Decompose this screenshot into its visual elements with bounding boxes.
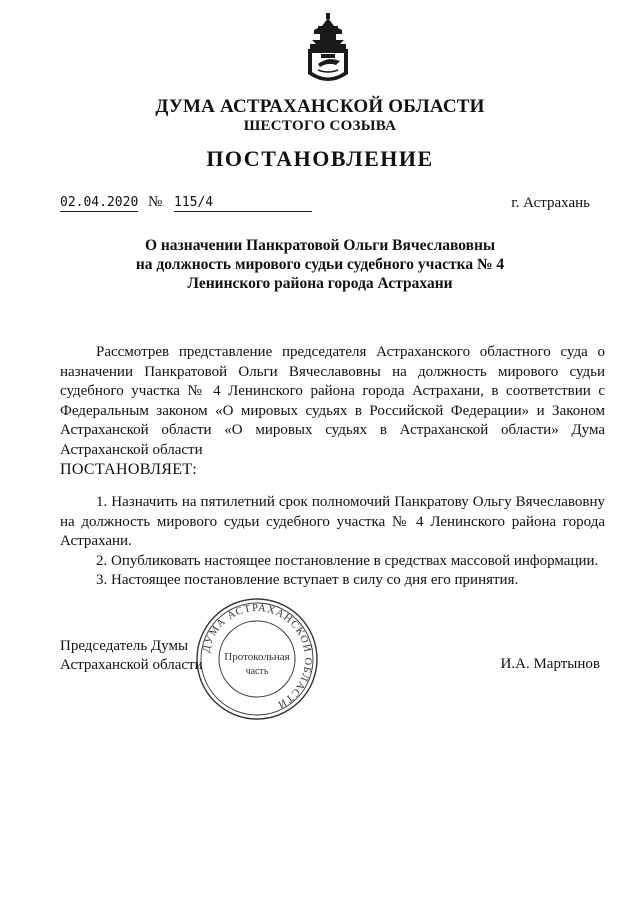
stamp-ring-text: ДУМА АСТРАХАНСКОЙ ОБЛАСТИ xyxy=(201,602,314,711)
city-label: г. Астрахань xyxy=(511,195,590,211)
signatory-name: И.А. Мартынов xyxy=(500,656,600,672)
signatory-title-line: Председатель Думы xyxy=(60,638,189,654)
preamble-paragraph: Рассмотрев представление председателя Астраханского областного суда о назначении Панкратовой Ольги Вячеславовны на должность мирового судьи судебного участка № 4 Ленинского района города Астрахани, в соответствии с Федеральным законом «О мировых судьях в Российской Федерации» и Законом Астраханской области «О мировых судьях в Астраханской области» Дума Астраханской области xyxy=(60,344,605,458)
subject-line: на должность мирового судьи судебного участка № 4 xyxy=(135,256,505,273)
stamp-center-line: часть xyxy=(245,666,269,677)
decree-item: 2. Опубликовать настоящее постановление в средствах массовой информации. xyxy=(96,552,599,569)
decree-items xyxy=(60,493,605,591)
decree-item: 3. Настоящее постановление вступает в силу со дня его принятия. xyxy=(96,572,519,588)
convocation-label: ШЕСТОГО СОЗЫВА xyxy=(243,118,397,134)
official-stamp xyxy=(194,596,320,722)
decree-heading: ПОСТАНОВЛЯЕТ: xyxy=(60,461,198,478)
coat-of-arms-icon xyxy=(296,12,360,90)
subject-line: О назначении Панкратовой Ольги Вячеславовны xyxy=(144,237,496,254)
signatory-title xyxy=(60,637,203,675)
number-sign: № xyxy=(148,194,163,210)
organization-name: ДУМА АСТРАХАНСКОЙ ОБЛАСТИ xyxy=(155,96,485,117)
document-date: 02.04.2020 xyxy=(60,195,139,210)
document-type: ПОСТАНОВЛЕНИЕ xyxy=(206,146,434,171)
document-meta-row xyxy=(60,195,590,215)
stamp-center-line: Протокольная xyxy=(224,651,290,663)
document-number: 115/4 xyxy=(174,195,312,212)
document-subject xyxy=(0,236,640,293)
decree-item: 1. Назначить на пятилетний срок полномочий Панкратову Ольгу Вячеславовну на должность мирового судьи судебного участка № 4 Ленинского района города Астрахани. xyxy=(60,494,605,549)
subject-line: Ленинского района города Астрахани xyxy=(187,275,453,292)
signatory-title-line: Астраханской области xyxy=(60,657,203,673)
